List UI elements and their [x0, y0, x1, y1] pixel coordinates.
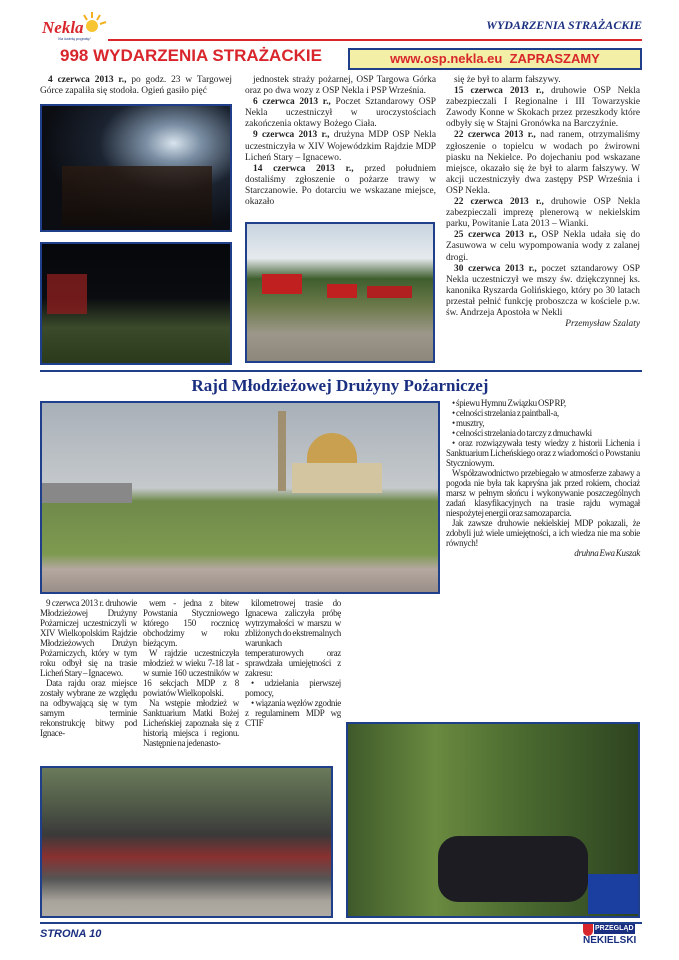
paragraph-text: przed południem dostaliśmy zgłoszenie o pożarze trawy w Starczanowie. Po dotarciu we wskazane miejsce, okazało — [245, 163, 437, 208]
photo-youth-group — [40, 766, 333, 918]
paragraph — [446, 438, 640, 468]
paragraph — [446, 418, 640, 428]
paragraph-text: druhowie OSP Nekla zabezpieczali imprezę plenerową w nekielskim parku, Powitanie Lata 2013 – Wianki. — [446, 197, 640, 230]
paragraph-text: • udzielania pierwszej pomocy, — [245, 678, 341, 698]
article2-col3 — [245, 598, 341, 728]
photo-fire-night-scene — [40, 242, 232, 365]
website-banner[interactable]: www.osp.nekla.eu ZAPRASZAMY — [348, 48, 642, 70]
paragraph — [446, 75, 640, 86]
paragraph — [143, 648, 239, 698]
paragraph — [446, 264, 640, 319]
paragraph-text: Jak zawsze druhowie nekielskiej MDP pokazali, że zdobyli już wiele umiejętności, a ich wiedza nie ma sobie równych! — [446, 518, 640, 548]
paragraph-text: • śpiewu Hymnu Związku OSP RP, — [452, 398, 566, 408]
paragraph — [245, 164, 436, 208]
paragraph-text: po godz. 23 w Targowej Górce zapaliła się stodoła. Ogień gasiło pięć — [40, 75, 233, 97]
paragraph-text: jednostek straży pożarnej, OSP Targowa Górka oraz po dwa wozy z OSP Nekla i PSP Września. — [245, 75, 436, 97]
paragraph-text: drużyna MDP OSP Nekla uczestniczyła w XIV Wojewódzkim Rajdzie MDP Licheń Stary – Ignacewo. — [245, 130, 437, 163]
paragraph — [446, 468, 640, 518]
event-date: 4 czerwca 2013 r., — [48, 75, 127, 85]
paragraph — [40, 598, 137, 678]
paragraph-text: W rajdzie uczestniczyła młodzież w wieku 7-18 lat - w sumie 160 uczestników w 16 sekcjach MDP z 8 powiatów Wielkopolski. — [143, 648, 239, 698]
event-date: 9 czerwca 2013 r., — [253, 130, 330, 141]
paragraph-text: wem - jedna z bitew Powstania Styczniowego którego 150 rocznicę obchodzimy w roku bieżącym. — [143, 598, 239, 648]
article1-col3 — [446, 75, 640, 330]
page-number: STRONA 10 — [40, 928, 102, 940]
article2-col2 — [143, 598, 239, 748]
event-date: 22 czerwca 2013 r., — [454, 197, 544, 208]
section-title: WYDARZENIA STRAŻACKIE — [486, 18, 642, 32]
footer-rule — [40, 922, 642, 924]
paragraph-text: nad ranem, otrzymaliśmy zgłoszenie o topielcu w wodach po żwirowni piasku na Nekielce. Po dojechaniu pod wskazane miejsce, okazało się że był to alarm fałszywy. W akcji uczestniczyły dwa zastępy PSP Września i OSP Nekla. — [446, 130, 641, 196]
paragraph-text: • wiązania węzłów zgodnie z regulaminem MDP wg CTIF — [245, 698, 341, 728]
event-date: 15 czerwca 2013 r., — [454, 86, 544, 97]
paragraph — [446, 428, 640, 438]
paragraph-text: poczet sztandarowy OSP Nekla uczestniczył we mszy św. dziękczynnej ks. kanonika Ryszarda Golińskiego, który po 30 latach przestał pełnić funkcję proboszcza w kościele p.w. św. Andrzeja Apostoła w Nekli — [446, 263, 641, 318]
paragraph — [446, 197, 640, 230]
article2-title: Rajd Młodzieżowej Drużyny Pożarniczej — [191, 376, 489, 395]
przeglad-nekielski-logo: PRZEGLĄD NEKIELSKI — [583, 925, 637, 946]
nekla-logo: Nekla Na każdą pogodę! — [40, 10, 110, 42]
paragraph — [446, 230, 640, 263]
event-date: 30 czerwca 2013 r., — [454, 263, 537, 274]
paragraph — [40, 75, 232, 97]
article-title: 998 WYDARZENIA STRAŻACKIE — [60, 46, 322, 65]
paragraph-text: się że był to alarm fałszywy. — [454, 75, 561, 85]
photo-fire-trucks — [245, 222, 435, 363]
author-signature: Przemysław Szalaty — [565, 319, 640, 330]
article1-col1 — [40, 75, 232, 97]
paragraph — [245, 678, 341, 698]
paragraph — [446, 518, 640, 548]
paragraph — [446, 398, 640, 408]
event-date: 25 czerwca 2013 r., — [454, 230, 537, 241]
event-date: 22 czerwca 2013 r., — [454, 130, 536, 141]
paragraph — [143, 598, 239, 648]
paragraph-text: Na wstępie młodzież w Sanktuarium Matki Bożej Licheńskiej zapoznała się z historią miejsca i regionu. Następnie na jedenasto- — [143, 698, 239, 748]
article2-col4 — [446, 398, 640, 558]
section-divider — [40, 370, 642, 372]
event-date: 14 czerwca 2013 r., — [253, 163, 354, 174]
paragraph-text: • musztry, — [452, 418, 485, 428]
photo-march-lichen-basilica — [40, 401, 440, 594]
paragraph-text: druhowie OSP Nekla zabezpieczali I Regionalne i III Towarzyskie Zawody Konne w Skokach przez przeszkody które odbyły się w Stajni Gronówka na Barczyźnie. — [446, 86, 640, 130]
paragraph-text: Data rajdu oraz miejsce zostały wybrane ze względu na odbywającą się w tym samym terminie rekonstrukcję bitwy pod Ignace- — [40, 678, 137, 738]
event-date: 6 czerwca 2013 r., — [253, 97, 331, 108]
paragraph-text: Współzawodnictwo przebiegało w atmosferze zabawy a pogoda nie była tak kapryśna jak przed rokiem, chociaż marsz w pełnym słońcu i wykonywanie poszczególnych zadań klasyfikacyjnych na trasie rajdu wymagał niespożytej energii oraz samozaparcia. — [446, 468, 640, 518]
paragraph-text: • celności strzelania do tarczy z dmuchawki — [452, 428, 592, 438]
paragraph — [446, 86, 640, 130]
paragraph — [245, 698, 341, 728]
photo-barn-fire-night — [40, 104, 232, 232]
article1-col2 — [245, 75, 436, 208]
paragraph-text: kilometrowej trasie do Ignacewa zaliczyła próbę wytrzymałości w marszu w zbliżonych do ekstremalnych warunkach temperaturowych oraz sprawdzała umiejętności z zakresu: — [245, 598, 341, 678]
header-rule — [108, 39, 642, 41]
paragraph — [40, 678, 137, 738]
paragraph-text: 9 czerwca 2013 r. druhowie Młodzieżowej Drużyny Pożarniczej uczestniczyli w XIV Wielkopolskim Rajdzie Młodzieżowych Drużyn Pożarniczych, który w tym roku odbył się na trasie Licheń Stary – Ignacewo. — [40, 598, 137, 678]
author-signature: druhna Ewa Kuszak — [574, 548, 640, 558]
paragraph — [245, 97, 436, 130]
paragraph — [245, 75, 436, 97]
paragraph — [446, 408, 640, 418]
paragraph — [446, 130, 640, 197]
photo-first-aid-forest — [346, 722, 640, 918]
paragraph — [143, 698, 239, 748]
paragraph — [245, 130, 436, 163]
paragraph-text: OSP Nekla udała się do Zasuwowa w celu wypompowania wody z zalanej drogi. — [446, 230, 641, 263]
paragraph-text: • celności strzelania z paintball-a, — [452, 408, 559, 418]
article2-col1 — [40, 598, 137, 738]
paragraph-text: • oraz rozwiązywała testy wiedzy z historii Lichenia i Sanktuarium Licheńskiego oraz z wiadomości o Powstaniu Styczniowym. — [446, 438, 640, 468]
paragraph-text: Poczet Sztandarowy OSP Nekla uczestniczył w uroczystościach zakończenia oktawy Bożego Ciała. — [245, 97, 436, 130]
paragraph — [245, 598, 341, 678]
